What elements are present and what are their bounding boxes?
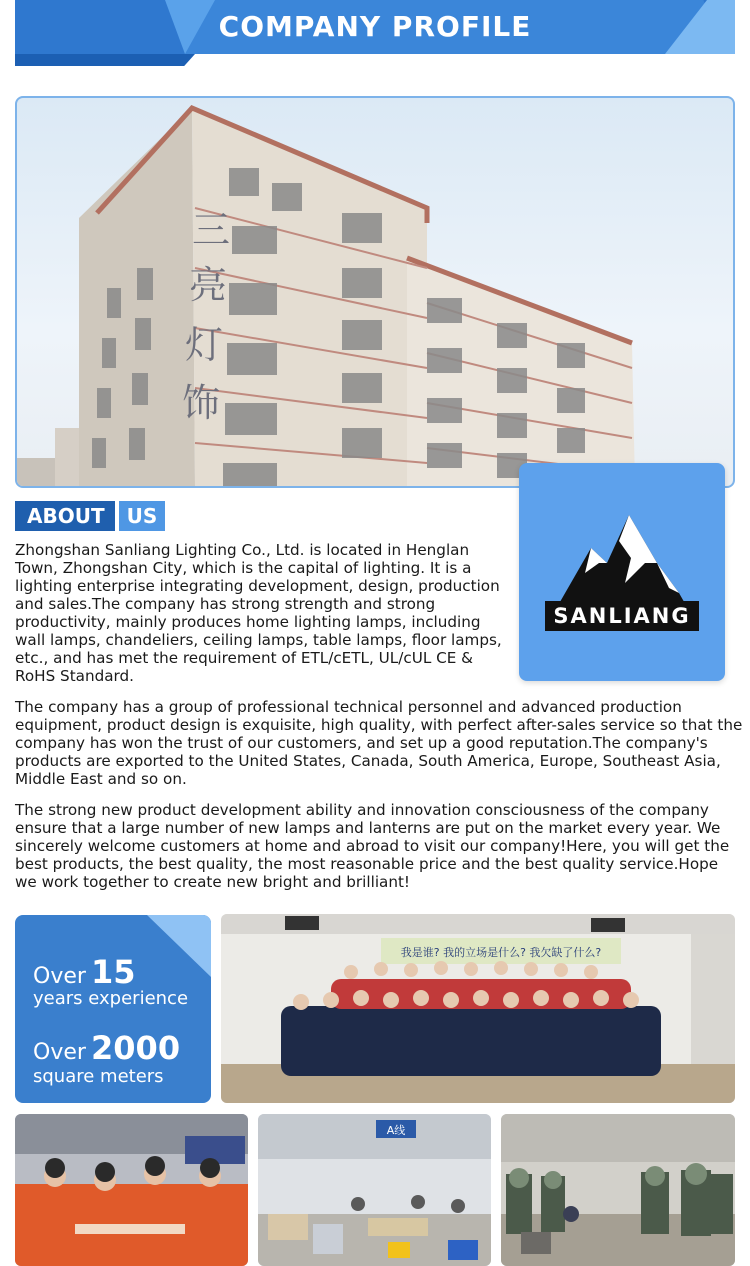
machines-photo-illustration	[501, 1114, 735, 1266]
production-workshop-photo	[258, 1114, 491, 1266]
team-banner-text: 我是谁? 我的立场是什么? 我欠缺了什么?	[400, 946, 602, 959]
section-header-banner	[15, 0, 735, 66]
building-illustration	[17, 98, 733, 486]
area-prefix: Over	[33, 1040, 86, 1065]
sign-char-2: 亮	[189, 263, 228, 307]
about-tag-part1: ABOUT	[15, 501, 115, 531]
logo-text: SANLIANG	[545, 601, 699, 631]
about-paragraph-2: The company has a group of professional technical personnel and advanced production equipment, product design is exquisite, high quality, with perfect after-sales service so that the company has won the trust of our customers, and set up a good reputation.The company's products are exported to the United States, Canada, South America, Europe, Southeast Asia, Middle East and so on.	[15, 698, 743, 788]
about-us-tag	[15, 501, 165, 531]
about-tag-part2: US	[119, 501, 166, 531]
area-value: 2000	[91, 1029, 181, 1067]
experience-label: years experience	[33, 988, 189, 1009]
sanliang-logo-card	[519, 463, 725, 681]
about-paragraph-3: The strong new product development ability and innovation consciousness of the company ensure that a large number of new lamps and lanterns are put on the market every year. We sincerely welcome customers at home and abroad to visit our company!Here, you will get the best products, the best quality, the most reasonable price and the best quality service.Hope we work together to create new bright and brilliant!	[15, 801, 730, 891]
stats-card-corner	[147, 915, 211, 977]
sign-char-4: 饰	[182, 381, 221, 425]
area-label: square meters	[33, 1066, 164, 1087]
experience-prefix: Over	[33, 964, 86, 989]
area-stat	[33, 1029, 180, 1067]
banner-tab	[15, 54, 195, 66]
sign-char-1: 三	[192, 208, 231, 252]
experience-value: 15	[91, 953, 136, 991]
page-title: COMPANY PROFILE	[218, 10, 532, 43]
staff-team-photo	[15, 1114, 248, 1266]
factory-building-photo	[15, 96, 735, 488]
experience-stat	[33, 953, 136, 991]
about-paragraph-1: Zhongshan Sanliang Lighting Co., Ltd. is located in Henglan Town, Zhongshan City, which is the capital of lighting. It is a lighting enterprise integrating development, design, production and sales.The company has strong strength and strong productivity, mainly produces home lighting lamps, including wall lamps, chandeliers, ceiling lamps, table lamps, floor lamps, etc., and has met the requirement of ETL/cETL, UL/cUL CE & RoHS Standard.	[15, 541, 502, 685]
team-group-photo	[221, 914, 735, 1103]
mountain-logo-icon	[519, 463, 725, 681]
machine-workshop-photo	[501, 1114, 735, 1266]
stats-card	[15, 915, 211, 1103]
workshop-photo-illustration	[258, 1114, 491, 1266]
team-photo-illustration	[221, 914, 735, 1103]
sign-char-3: 灯	[185, 323, 224, 367]
workshop-sign-text: A线	[386, 1124, 406, 1137]
staff-photo-illustration	[15, 1114, 248, 1266]
